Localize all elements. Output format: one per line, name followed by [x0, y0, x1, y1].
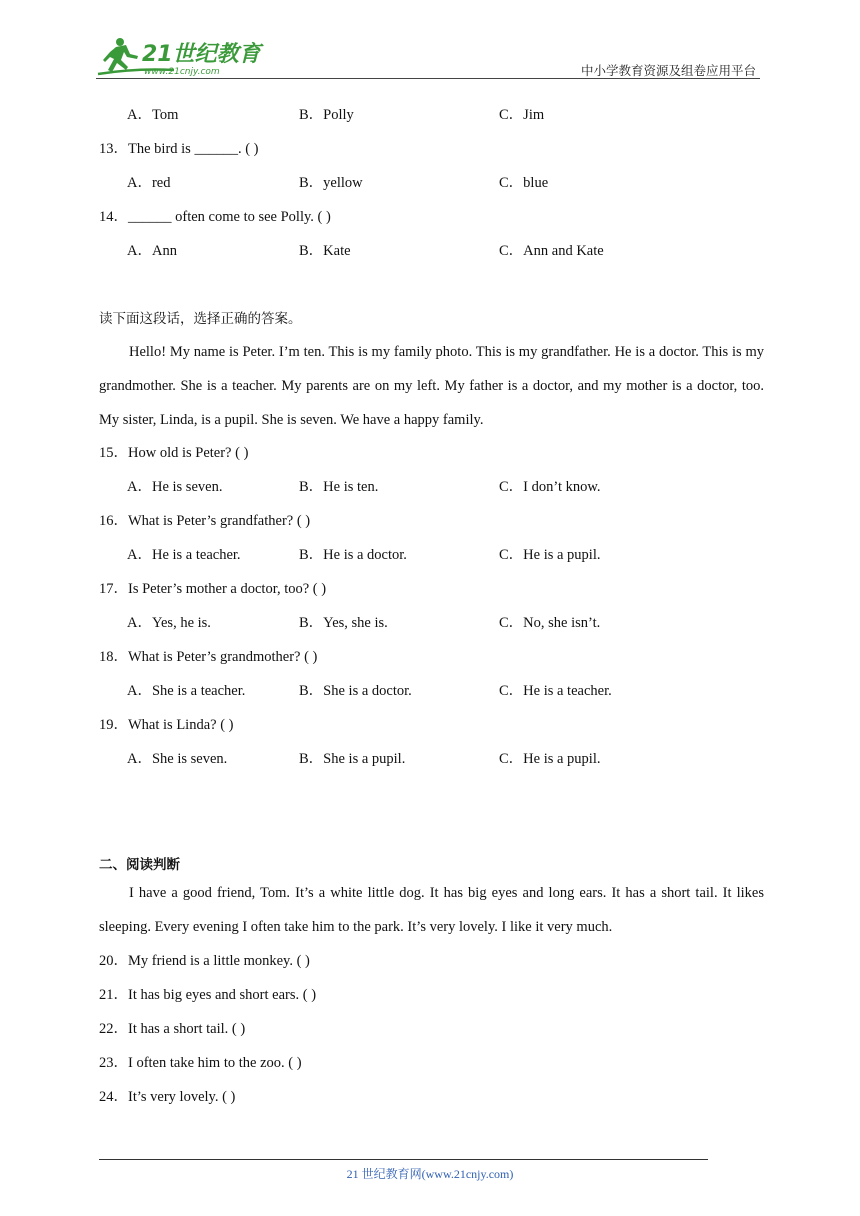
q13-option-a: A．red: [127, 175, 171, 191]
question-22: 22．It has a short tail. ( ): [99, 1021, 246, 1037]
q19-options: [0, 749, 860, 769]
platform-name: 中小学教育资源及组卷应用平台: [580, 63, 756, 78]
q18-option-b: B．She is a doctor.: [299, 683, 412, 699]
q19-option-a: A．She is seven.: [127, 751, 228, 767]
question-15: 15．How old is Peter? ( ): [99, 445, 249, 461]
question-18: 18．What is Peter’s grandmother? ( ): [99, 649, 318, 665]
question-19: 19．What is Linda? ( ): [99, 717, 234, 733]
q19-option-b: B．She is a pupil.: [299, 751, 406, 767]
q15-options: [0, 477, 860, 497]
q14-option-b: B．Kate: [299, 243, 351, 259]
reading-passage-tom: I have a good friend, Tom. It’s a white little dog. It has big eyes and long ears. It has a short tail. It likes sleeping. Every evening I often take him to the park. It’s very lovely. I like it very much.: [99, 885, 764, 935]
q14-option-a: A．Ann: [127, 243, 177, 259]
q12-options: [0, 105, 860, 125]
q17-option-b: B．Yes, she is.: [299, 615, 388, 631]
q13-option-b: B．yellow: [299, 175, 363, 191]
q17-option-a: A．Yes, he is.: [127, 615, 211, 631]
question-16: 16．What is Peter’s grandfather? ( ): [99, 513, 311, 529]
question-13: 13．The bird is ______. ( ): [99, 141, 259, 157]
footer-divider: [99, 1159, 708, 1160]
logo-text: 21世纪教育: [142, 42, 261, 67]
logo-url: www.21cnjy.com: [144, 67, 220, 77]
question-23: 23．I often take him to the zoo. ( ): [99, 1055, 302, 1071]
q12-option-b: B．Polly: [299, 107, 354, 123]
q16-option-c: C．He is a pupil.: [499, 547, 601, 563]
q14-option-c: C．Ann and Kate: [499, 243, 604, 259]
q15-option-c: C．I don’t know.: [499, 479, 601, 495]
q16-option-a: A．He is a teacher.: [127, 547, 241, 563]
question-21: 21．It has big eyes and short ears. ( ): [99, 987, 317, 1003]
question-20: 20．My friend is a little monkey. ( ): [99, 953, 310, 969]
q16-options: [0, 545, 860, 565]
q12-option-a: A．Tom: [127, 107, 179, 123]
page-header: [96, 34, 760, 80]
q17-option-c: C．No, she isn’t.: [499, 615, 601, 631]
logo-21cnjy: [96, 34, 266, 78]
q16-option-b: B．He is a doctor.: [299, 547, 407, 563]
q15-option-a: A．He is seven.: [127, 479, 223, 495]
reading-instruction: 读下面这段话，选择正确的答案。: [99, 311, 302, 327]
q15-option-b: B．He is ten.: [299, 479, 379, 495]
reading-passage-peter: Hello! My name is Peter. I’m ten. This is my family photo. This is my grandfather. He is a doctor. This is my grandmother. She is a teacher. My parents are on my left. My father is a doctor, and my mother is a doctor, too. My sister, Linda, is a pupil. She is seven. We have a happy family.: [99, 344, 764, 428]
q17-options: [0, 613, 860, 633]
question-17: 17．Is Peter’s mother a doctor, too? ( ): [99, 581, 327, 597]
q19-option-c: C．He is a pupil.: [499, 751, 601, 767]
q13-option-c: C．blue: [499, 175, 549, 191]
q13-options: [0, 173, 860, 193]
header-divider: [96, 78, 760, 79]
q18-option-c: C．He is a teacher.: [499, 683, 612, 699]
question-24: 24．It’s very lovely. ( ): [99, 1089, 236, 1105]
q18-option-a: A．She is a teacher.: [127, 683, 246, 699]
q14-options: [0, 241, 860, 261]
section-title-reading-judgement: 二、阅读判断: [99, 857, 180, 873]
footer-source: 21 世纪教育网(www.21cnjy.com): [346, 1167, 514, 1181]
q18-options: [0, 681, 860, 701]
question-14: 14．______ often come to see Polly. ( ): [99, 209, 331, 225]
q12-option-c: C．Jim: [499, 107, 545, 123]
